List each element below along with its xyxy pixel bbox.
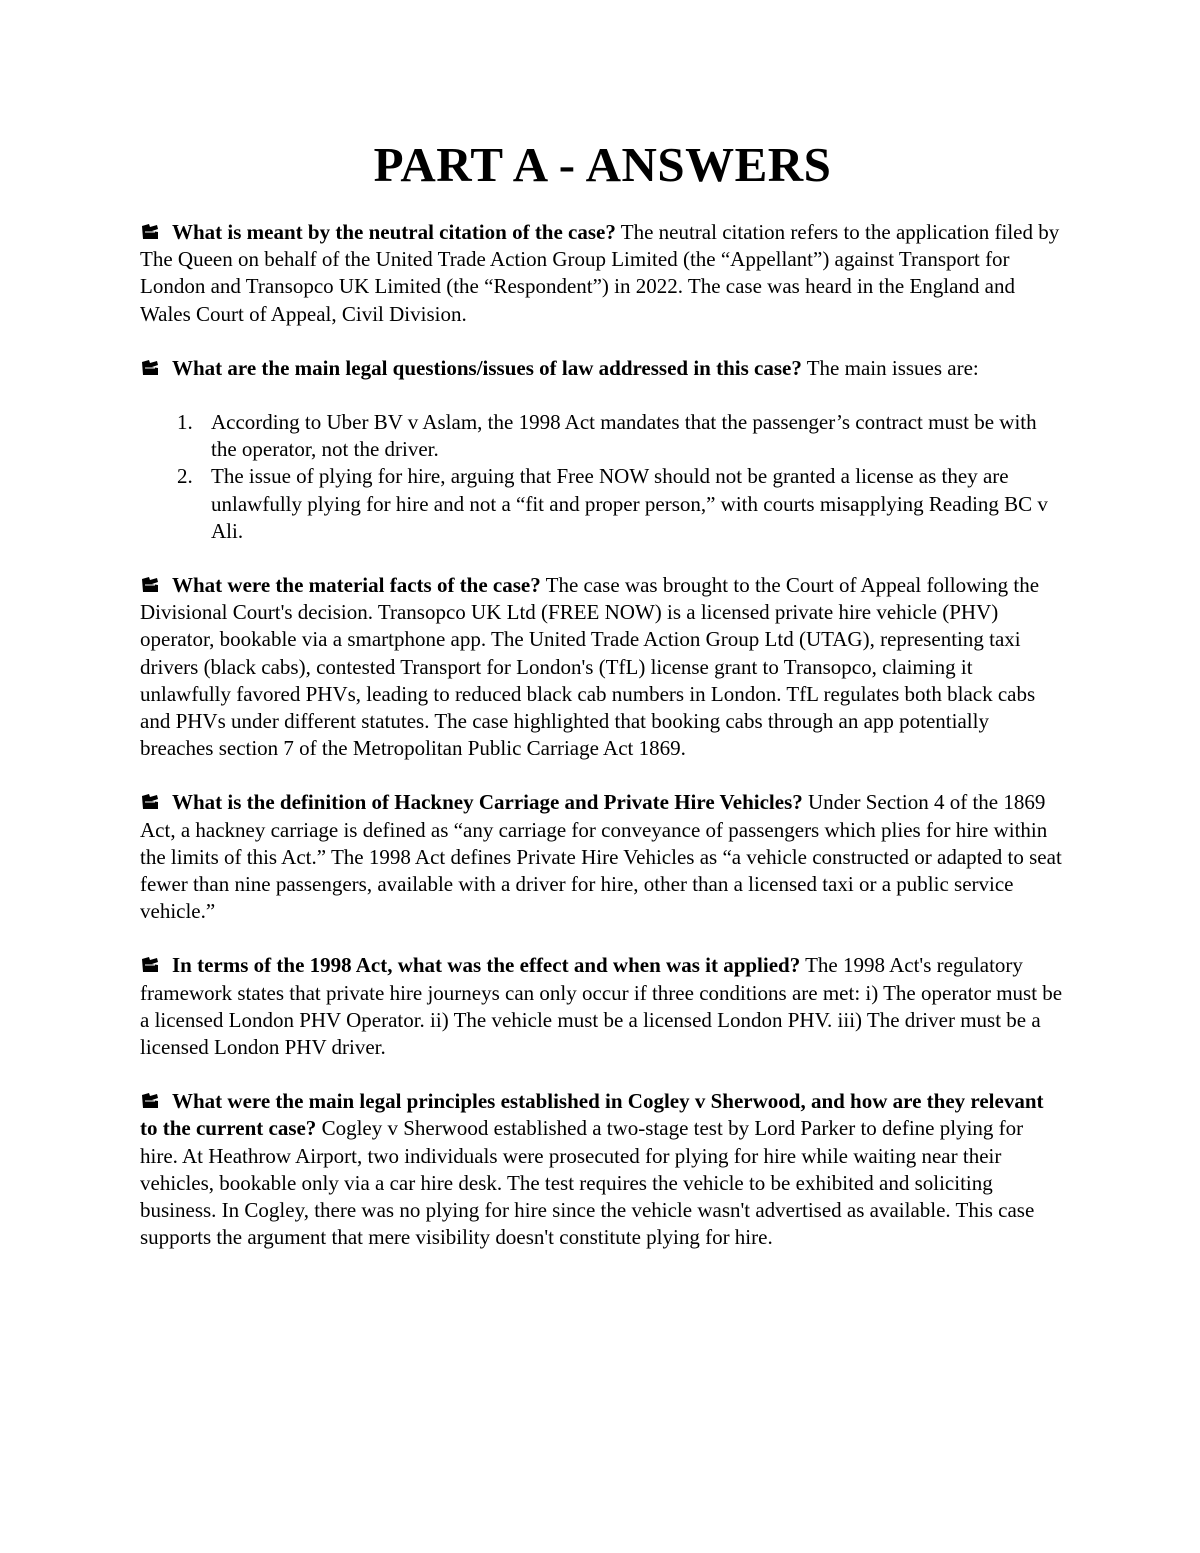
answer-text: The main issues are:	[806, 355, 979, 380]
question-text: What were the main legal principles established in Cogley v Sherwood, and how are they relevant to the current case?	[140, 1089, 1044, 1141]
writing-hand-icon	[140, 1092, 160, 1110]
answer-text: The 1998 Act's regulatory framework states that private hire journeys can only occur if three conditions are met: i) The operator must be a licensed London PHV Operator. ii) The vehicle must be a licensed London PHV. iii) The driver must be a licensed London PHV driver.	[140, 953, 1063, 1060]
list-number: 2.	[177, 464, 193, 489]
question-text: What were the material facts of the case?	[172, 573, 541, 598]
list-item	[140, 409, 1065, 463]
list-item-text: The issue of plying for hire, arguing that Free NOW should not be granted a license as they are unlawfully plying for hire and not a “fit and proper person,” with courts misapplying Reading BC v Ali.	[211, 464, 1048, 543]
writing-hand-icon	[140, 359, 160, 377]
answer-text: The case was brought to the Court of Appeal following the Divisional Court's decision. Transopco UK Ltd (FREE NOW) is a licensed private hire vehicle (PHV) operator, bookable via a smartphone app. The United Trade Action Group Ltd (UTAG), representing taxi drivers (black cabs), contested Transport for London's (TfL) license grant to Transopco, claiming it unlawfully favored PHVs, leading to reduced black cab numbers in London. TfL regulates both black cabs and PHVs under different statutes. The case highlighted that booking cabs through an app potentially breaches section 7 of the Metropolitan Public Carriage Act 1869.	[140, 573, 1040, 761]
writing-hand-icon	[140, 576, 160, 594]
writing-hand-icon	[140, 223, 160, 241]
qa-1998-act	[140, 952, 1065, 1061]
qa-definitions	[140, 789, 1065, 925]
question-text: In terms of the 1998 Act, what was the effect and when was it applied?	[172, 953, 801, 978]
question-text: What are the main legal questions/issues of law addressed in this case?	[172, 355, 802, 380]
document-page	[140, 137, 1065, 1279]
question-text: What is meant by the neutral citation of the case?	[172, 220, 616, 244]
page-title: PART A - ANSWERS	[373, 137, 832, 192]
list-item	[140, 463, 1065, 545]
qa-legal-issues	[140, 355, 1065, 382]
answer-text: The neutral citation refers to the application filed by The Queen on behalf of the United Trade Action Group Limited (the “Appellant”) against Transport for London and Transopco UK Limited (the “Respondent”) in 2022. The case was heard in the England and Wales Court of Appeal, Civil Division.	[140, 220, 1060, 326]
list-number: 1.	[177, 410, 193, 435]
qa-cogley-v-sherwood	[140, 1088, 1065, 1251]
answer-text: Under Section 4 of the 1869 Act, a hackney carriage is defined as “any carriage for conveyance of passengers which plies for hire within the limits of this Act.” The 1998 Act defines Private Hire Vehicles as “a vehicle constructed or adapted to seat fewer than nine passengers, available with a driver for hire, other than a licensed taxi or a public service vehicle.”	[140, 790, 1062, 924]
writing-hand-icon	[140, 956, 160, 974]
issues-list	[140, 409, 1065, 545]
qa-material-facts	[140, 572, 1065, 762]
answer-text: Cogley v Sherwood established a two-stage test by Lord Parker to define plying for hire. At Heathrow Airport, two individuals were prosecuted for plying for hire while waiting near their vehicles, bookable only via a car hire desk. The test requires the vehicle to be exhibited and soliciting business. In Cogley, there was no plying for hire since the vehicle wasn't advertised as available. This case supports the argument that mere visibility doesn't constitute plying for hire.	[140, 1116, 1035, 1250]
question-text: What is the definition of Hackney Carriage and Private Hire Vehicles?	[172, 790, 803, 815]
writing-hand-icon	[140, 793, 160, 811]
list-item-text: According to Uber BV v Aslam, the 1998 Act mandates that the passenger’s contract must be with the operator, not the driver.	[211, 410, 1037, 462]
qa-neutral-citation	[140, 219, 1065, 328]
